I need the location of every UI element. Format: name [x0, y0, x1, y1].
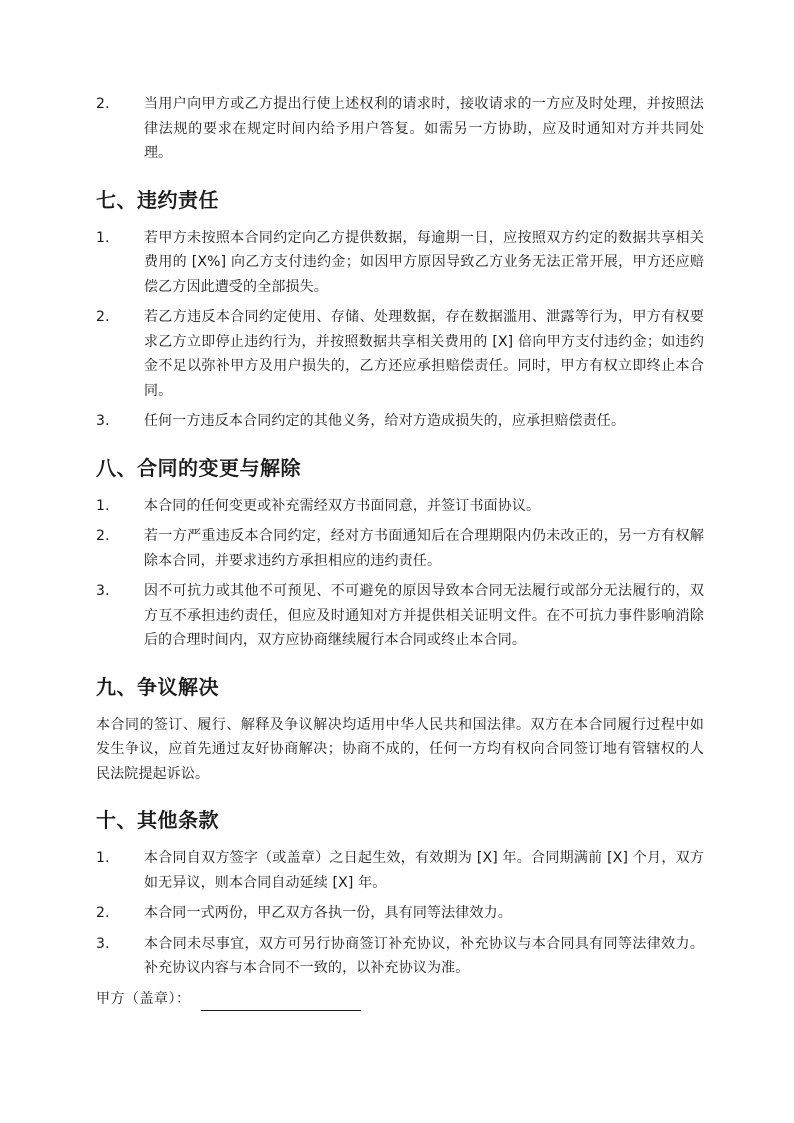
- list-item: [96, 92, 704, 166]
- item-text: 任何一方违反本合同约定的其他义务，给对方造成损失的，应承担赔偿责任。: [144, 413, 626, 429]
- item-number: 2.: [96, 528, 110, 544]
- list-item: [96, 494, 704, 519]
- section-heading-other-terms: 十、其他条款: [96, 808, 219, 832]
- section10-list: [96, 846, 704, 981]
- item-number: 2.: [96, 96, 110, 112]
- item-text: 若甲方未按照本合同约定向乙方提供数据，每逾期一日，应按照双方约定的数据共享相关费用的 [X%] 向乙方支付违约金；如因甲方原因导致乙方业务无法正常开展，甲方还应赔偿乙方因此遭受的全部损失。: [144, 229, 704, 295]
- section-heading-amendment: 八、合同的变更与解除: [96, 455, 301, 480]
- list-item: [96, 846, 704, 895]
- list-item: [96, 932, 704, 981]
- party-a-signature-line[interactable]: [201, 990, 361, 1011]
- party-a-signature: [96, 987, 704, 1011]
- item-text: 本合同自双方签字（或盖章）之日起生效，有效期为 [X] 年。合同期满前 [X] 个月，双方如无异议，则本合同自动延续 [X] 年。: [144, 850, 704, 891]
- list-item: [96, 226, 704, 300]
- list-item: [96, 901, 704, 926]
- party-a-label: 甲方（盖章）：: [96, 990, 191, 1007]
- item-text: 因不可抗力或其他不可预见、不可避免的原因导致本合同无法履行或部分无法履行的，双方互不承担违约责任，但应及时通知对方并提供相关证明文件。在不可抗力事件影响消除后的合理时间内，双方应协商继续履行本合同或终止本合同。: [144, 583, 704, 648]
- section8-list: [96, 494, 704, 653]
- item-number: 1.: [96, 229, 110, 246]
- list-item: [96, 409, 704, 434]
- section7-list: [96, 226, 704, 434]
- dispute-paragraph: 本合同的签订、履行、解释及争议解决均适用中华人民共和国法律。双方在本合同履行过程中如发生争议，应首先通过友好协商解决；协商不成的，任何一方均有权向合同签订地有管辖权的人民法院提起诉讼。: [96, 716, 704, 782]
- section-heading-dispute: 九、争议解决: [96, 674, 219, 699]
- item-number: 2.: [96, 309, 110, 325]
- item-number: 1.: [96, 497, 110, 514]
- list-item: [96, 579, 704, 653]
- list-item: [96, 305, 704, 403]
- item-number: 3.: [96, 413, 110, 429]
- item-number: 3.: [96, 583, 110, 599]
- item-text: 若一方严重违反本合同约定，经对方书面通知后在合理期限内仍未改正的，另一方有权解除本合同，并要求违约方承担相应的违约责任。: [144, 528, 704, 569]
- document-body: [96, 92, 704, 1011]
- list-item: [96, 524, 704, 573]
- item-text: 当用户向甲方或乙方提出行使上述权利的请求时，接收请求的一方应及时处理，并按照法律法规的要求在规定时间内给予用户答复。如需另一方协助，应及时通知对方并共同处理。: [144, 96, 704, 161]
- section6-list: [96, 92, 704, 166]
- section-heading-breach: 七、违约责任: [96, 187, 219, 212]
- item-number: 1.: [96, 850, 110, 866]
- item-text: 本合同未尽事宜，双方可另行协商签订补充协议，补充协议与本合同具有同等法律效力。补充协议内容与本合同不一致的，以补充协议为准。: [144, 935, 704, 976]
- item-text: 本合同一式两份，甲乙双方各执一份，具有同等法律效力。: [144, 905, 512, 921]
- item-text: 若乙方违反本合同约定使用、存储、处理数据，存在数据滥用、泄露等行为，甲方有权要求乙方立即停止违约行为，并按照数据共享相关费用的 [X] 倍向甲方支付违约金；如违约金不足以弥补甲方及用户损失的，乙方还应承担赔偿责任。同时，甲方有权立即终止本合同。: [144, 309, 704, 399]
- item-number: 2.: [96, 905, 110, 921]
- item-text: 本合同的任何变更或补充需经双方书面同意，并签订书面协议。: [144, 497, 541, 514]
- item-number: 3.: [96, 935, 110, 952]
